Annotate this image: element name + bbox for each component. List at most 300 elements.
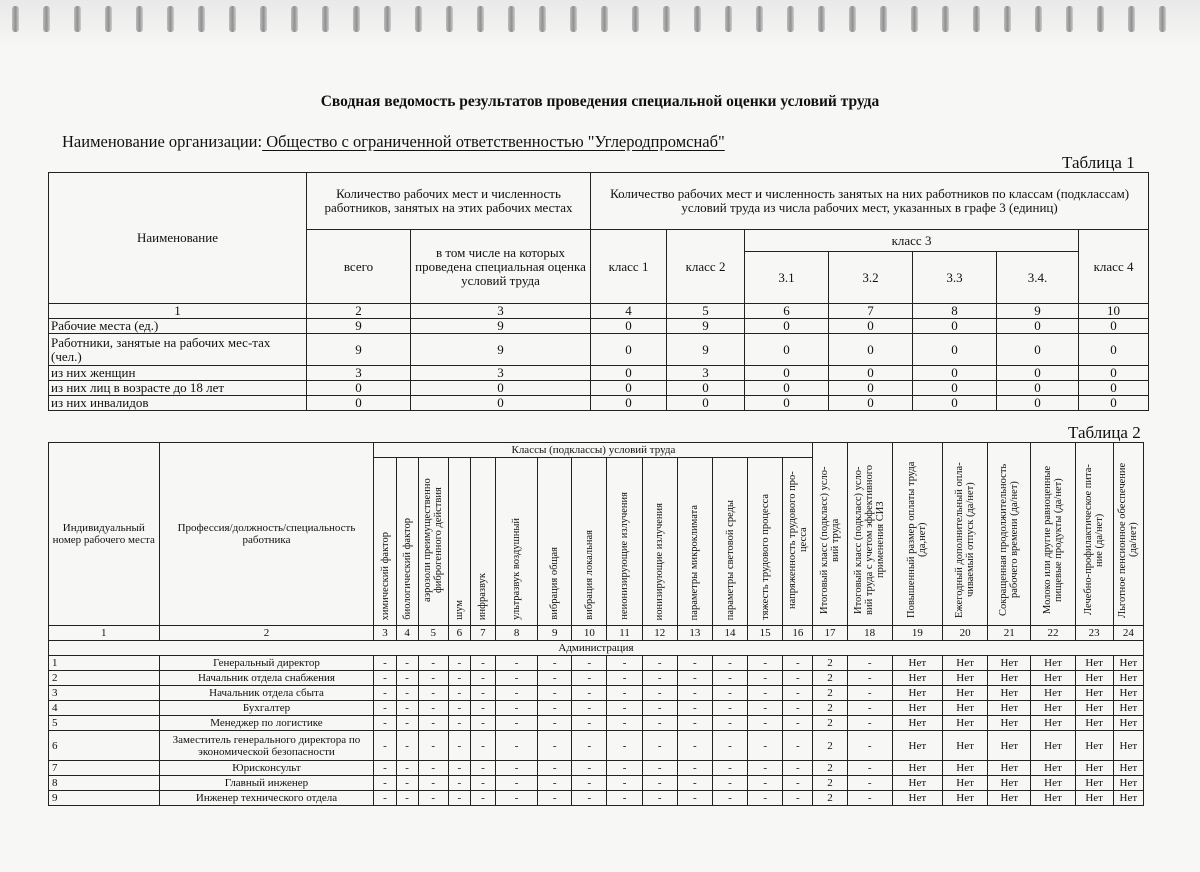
t2-header-food — [1075, 443, 1113, 626]
t1-header-class32: 3.2 — [829, 252, 913, 304]
t1-cell: 0 — [1079, 319, 1149, 334]
t2-factor-cell: - — [572, 656, 607, 671]
t1-cell: 0 — [829, 381, 913, 396]
t2-factor-cell: - — [607, 731, 642, 761]
t2-guarantee-cell: Нет — [988, 686, 1031, 701]
t2-row — [49, 656, 1144, 671]
t2-factor-cell: - — [495, 716, 537, 731]
t2-factor-cell: - — [396, 656, 418, 671]
t2-colnum: 5 — [418, 626, 448, 641]
t2-guarantee-cell: Нет — [942, 686, 987, 701]
t2-factor-cell: - — [642, 791, 677, 806]
t2-factor-cell: - — [448, 731, 470, 761]
t1-header-class1: класс 1 — [591, 230, 667, 304]
t2-colnum: 15 — [748, 626, 783, 641]
binding-ring — [415, 6, 422, 32]
t2-factor-cell: - — [374, 671, 396, 686]
t2-guarantee-cell: Нет — [1075, 776, 1113, 791]
t2-guarantee-cell: Нет — [942, 761, 987, 776]
t2-factor-cell: - — [470, 761, 495, 776]
t1-header-class33: 3.3 — [913, 252, 997, 304]
t2-header-factor — [470, 458, 495, 626]
t2-guarantee-cell: Нет — [1113, 731, 1143, 761]
t1-column-numbers — [49, 304, 1149, 319]
t2-guarantee-cell: Нет — [1113, 656, 1143, 671]
t1-cell: 0 — [829, 334, 913, 366]
t2-header-vacation-label: Ежегодный дополнительный опла-чиваемый отпуск (да/нет) — [954, 462, 977, 618]
table2-caption: Таблица 2 — [1068, 423, 1141, 442]
t2-header-factor-label: вибрация локальная — [583, 530, 595, 620]
t1-cell: 9 — [411, 334, 591, 366]
t2-factor-cell: - — [538, 716, 572, 731]
t2-factor-cell: - — [607, 776, 642, 791]
organization-name: Общество с ограниченной ответственностью "Углеродпромснаб" — [262, 132, 725, 151]
t2-factor-cell: - — [748, 776, 783, 791]
t2-factor-cell: - — [470, 731, 495, 761]
t2-final-class-siz: - — [847, 761, 892, 776]
t2-factor-cell: - — [374, 776, 396, 791]
t2-header-factor-label: тяжесть трудового процесса — [759, 494, 771, 620]
t2-guarantee-cell: Нет — [892, 656, 942, 671]
t1-cell: 9 — [307, 319, 411, 334]
t1-cell: 0 — [1079, 366, 1149, 381]
t2-header-final-siz-label: Итоговый класс (подкласс) усло-вий труда с учетом эффективного применения СИЗ — [853, 464, 887, 616]
t2-final-class-siz: - — [847, 656, 892, 671]
t2-guarantee-cell: Нет — [892, 791, 942, 806]
t2-row — [49, 731, 1144, 761]
t2-colnum: 23 — [1075, 626, 1113, 641]
binding-ring — [1097, 6, 1104, 32]
t2-factor-cell: - — [712, 701, 747, 716]
t2-factor-cell: - — [748, 671, 783, 686]
t2-header-factor — [495, 458, 537, 626]
binding-ring — [167, 6, 174, 32]
t2-header-milk — [1031, 443, 1075, 626]
t2-factor-cell: - — [418, 791, 448, 806]
t2-factor-cell: - — [396, 701, 418, 716]
t2-header-factor-label: ионизирующие излучения — [654, 502, 666, 620]
t1-colnum: 10 — [1079, 304, 1149, 319]
binding-ring — [1035, 6, 1042, 32]
t2-profession: Бухгалтер — [159, 701, 374, 716]
t1-cell: 0 — [591, 396, 667, 411]
t2-guarantee-cell: Нет — [942, 716, 987, 731]
t2-header-factor-label: биологический фактор — [401, 518, 413, 620]
t2-header-factor-label: химический фактор — [379, 531, 391, 620]
binding-ring — [229, 6, 236, 32]
t1-cell: 0 — [667, 381, 745, 396]
t2-factor-cell: - — [642, 716, 677, 731]
t2-guarantee-cell: Нет — [1031, 731, 1075, 761]
t2-factor-cell: - — [572, 701, 607, 716]
t1-cell: 0 — [997, 396, 1079, 411]
t2-colnum: 14 — [712, 626, 747, 641]
t2-header-final-siz — [847, 443, 892, 626]
t2-factor-cell: - — [748, 686, 783, 701]
t1-cell: 0 — [307, 396, 411, 411]
t2-guarantee-cell: Нет — [892, 731, 942, 761]
t2-factor-cell: - — [418, 761, 448, 776]
t2-factor-cell: - — [748, 731, 783, 761]
t2-final-class-siz: - — [847, 686, 892, 701]
t2-factor-cell: - — [448, 716, 470, 731]
t2-factor-cell: - — [538, 776, 572, 791]
binding-ring — [601, 6, 608, 32]
t2-factor-cell: - — [538, 731, 572, 761]
t2-colnum: 13 — [677, 626, 712, 641]
binding-ring — [880, 6, 887, 32]
t2-factor-cell: - — [396, 671, 418, 686]
t2-header-vacation — [942, 443, 987, 626]
t2-factor-cell: - — [538, 671, 572, 686]
t2-guarantee-cell: Нет — [1031, 656, 1075, 671]
binding-ring — [849, 6, 856, 32]
t2-final-class: 2 — [813, 731, 847, 761]
binding-ring — [105, 6, 112, 32]
t2-factor-cell: - — [470, 656, 495, 671]
t2-guarantee-cell: Нет — [892, 671, 942, 686]
t2-final-class: 2 — [813, 671, 847, 686]
t2-guarantee-cell: Нет — [892, 686, 942, 701]
t1-cell: 3 — [667, 366, 745, 381]
t2-factor-cell: - — [495, 791, 537, 806]
t2-factor-cell: - — [538, 686, 572, 701]
t2-factor-cell: - — [677, 701, 712, 716]
t2-factor-cell: - — [396, 686, 418, 701]
t2-workplace-id: 8 — [49, 776, 160, 791]
t1-cell: 0 — [1079, 396, 1149, 411]
t1-cell: 0 — [411, 396, 591, 411]
t1-colnum: 9 — [997, 304, 1079, 319]
t2-factor-cell: - — [783, 671, 813, 686]
t2-profession: Начальник отдела снабжения — [159, 671, 374, 686]
t1-row-label: из них женщин — [49, 366, 307, 381]
t2-factor-cell: - — [572, 731, 607, 761]
t2-colnum: 2 — [159, 626, 374, 641]
t2-row — [49, 791, 1144, 806]
t2-factor-cell: - — [607, 791, 642, 806]
t2-factor-cell: - — [607, 671, 642, 686]
t2-factor-cell: - — [538, 656, 572, 671]
t2-guarantee-cell: Нет — [1075, 656, 1113, 671]
t2-colnum: 6 — [448, 626, 470, 641]
t1-cell: 0 — [591, 366, 667, 381]
t1-colnum: 1 — [49, 304, 307, 319]
t1-header-count: Количество рабочих мест и численность работников, занятых на этих рабочих местах — [307, 173, 591, 230]
binding-ring — [818, 6, 825, 32]
t2-header-factor — [448, 458, 470, 626]
t2-colnum: 22 — [1031, 626, 1075, 641]
t2-factor-cell: - — [572, 791, 607, 806]
t2-factor-cell: - — [470, 671, 495, 686]
t2-factor-cell: - — [495, 656, 537, 671]
t2-header-profession: Профессия/должность/специальность работника — [159, 443, 374, 626]
t1-colnum: 6 — [745, 304, 829, 319]
t1-cell: 0 — [913, 366, 997, 381]
t2-factor-cell: - — [448, 761, 470, 776]
t2-factor-cell: - — [712, 686, 747, 701]
t1-row — [49, 381, 1149, 396]
organization-label: Наименование организации: — [62, 132, 263, 151]
t2-factor-cell: - — [677, 761, 712, 776]
t1-cell: 0 — [591, 334, 667, 366]
t2-header-factor — [607, 458, 642, 626]
t2-final-class-siz: - — [847, 716, 892, 731]
t1-cell: 0 — [997, 319, 1079, 334]
t2-profession: Заместитель генерального директора по экономической безопасности — [159, 731, 374, 761]
t2-workplace-id: 7 — [49, 761, 160, 776]
t2-factor-cell: - — [677, 686, 712, 701]
t1-cell: 9 — [411, 319, 591, 334]
t2-row — [49, 686, 1144, 701]
t2-guarantee-cell: Нет — [942, 656, 987, 671]
t2-factor-cell: - — [642, 731, 677, 761]
binding-ring — [973, 6, 980, 32]
t2-header-factor-label: неионизирующие излучения — [619, 492, 631, 620]
t2-header-factor-label: напряженность трудового про-цесса — [786, 471, 809, 609]
binding-ring — [1004, 6, 1011, 32]
t2-workplace-id: 5 — [49, 716, 160, 731]
t2-factor-cell: - — [712, 761, 747, 776]
t2-guarantee-cell: Нет — [1075, 761, 1113, 776]
binding-ring — [384, 6, 391, 32]
t2-header-shorttime-label: Сокращенная продолжительность рабочего времени (да/нет) — [998, 463, 1021, 617]
t2-row — [49, 671, 1144, 686]
t2-factor-cell: - — [374, 656, 396, 671]
t2-factor-cell: - — [712, 656, 747, 671]
t2-factor-cell: - — [642, 701, 677, 716]
t2-factor-cell: - — [572, 776, 607, 791]
t2-factor-cell: - — [677, 731, 712, 761]
t2-guarantee-cell: Нет — [892, 716, 942, 731]
t1-row-label: из них лиц в возрасте до 18 лет — [49, 381, 307, 396]
t2-factor-cell: - — [712, 776, 747, 791]
t1-header-assessed: в том числе на которых проведена специальная оценка условий труда — [411, 230, 591, 304]
t2-factor-cell: - — [642, 761, 677, 776]
t2-final-class-siz: - — [847, 776, 892, 791]
t2-header-factor — [748, 458, 783, 626]
t1-colnum: 4 — [591, 304, 667, 319]
binding-ring — [508, 6, 515, 32]
t2-factor-cell: - — [748, 791, 783, 806]
t2-factor-cell: - — [538, 791, 572, 806]
t1-row — [49, 396, 1149, 411]
t2-factor-cell: - — [418, 716, 448, 731]
t1-cell: 9 — [667, 319, 745, 334]
t2-factor-cell: - — [538, 761, 572, 776]
t2-factor-cell: - — [448, 776, 470, 791]
t1-header-name: Наименование — [49, 173, 307, 304]
binding-ring — [291, 6, 298, 32]
t2-colnum: 10 — [572, 626, 607, 641]
t2-colnum: 7 — [470, 626, 495, 641]
t2-factor-cell: - — [374, 791, 396, 806]
t2-row — [49, 776, 1144, 791]
page-title: Сводная ведомость результатов проведения специальной оценки условий труда — [320, 93, 880, 110]
t2-guarantee-cell: Нет — [1075, 701, 1113, 716]
t2-header-factor — [374, 458, 396, 626]
t2-header-factor — [572, 458, 607, 626]
t1-cell: 0 — [913, 396, 997, 411]
t2-factor-cell: - — [396, 791, 418, 806]
t2-factor-cell: - — [783, 656, 813, 671]
t2-colnum: 17 — [813, 626, 847, 641]
t1-header-classes: Количество рабочих мест и численность занятых на них работников по классам (подклассам) условий труда из числа рабочих мест, указанных в графе 3 (единиц) — [591, 173, 1149, 230]
t2-factor-cell: - — [642, 686, 677, 701]
binding-ring — [74, 6, 81, 32]
t1-cell: 0 — [745, 396, 829, 411]
t2-factor-cell: - — [607, 656, 642, 671]
t2-factor-cell: - — [495, 671, 537, 686]
t2-guarantee-cell: Нет — [988, 791, 1031, 806]
t1-colnum: 8 — [913, 304, 997, 319]
t2-factor-cell: - — [677, 716, 712, 731]
t2-colnum: 12 — [642, 626, 677, 641]
t2-factor-cell: - — [418, 701, 448, 716]
t1-cell: 0 — [307, 381, 411, 396]
t2-factor-cell: - — [783, 761, 813, 776]
summary-table — [48, 172, 1149, 411]
t2-header-factor-label: инфразвук — [477, 572, 489, 620]
t2-colnum: 16 — [783, 626, 813, 641]
t2-header-pension — [1113, 443, 1143, 626]
t1-colnum: 3 — [411, 304, 591, 319]
t2-factor-cell: - — [677, 791, 712, 806]
t1-cell: 0 — [829, 396, 913, 411]
t2-workplace-id: 9 — [49, 791, 160, 806]
t1-header-class34: 3.4. — [997, 252, 1079, 304]
t2-guarantee-cell: Нет — [942, 701, 987, 716]
t1-colnum: 2 — [307, 304, 411, 319]
t2-header-factor-label: вибрация общая — [549, 547, 561, 620]
t2-factor-cell: - — [448, 671, 470, 686]
t2-factor-cell: - — [396, 716, 418, 731]
t2-header-factor-label: параметры световой среды — [724, 499, 736, 620]
t2-guarantee-cell: Нет — [988, 671, 1031, 686]
t2-workplace-id: 4 — [49, 701, 160, 716]
t2-factor-cell: - — [470, 686, 495, 701]
t2-factor-cell: - — [712, 671, 747, 686]
t2-header-food-label: Лечебно-профилактическое пита-ние (да/нет) — [1083, 464, 1106, 616]
binding-ring — [725, 6, 732, 32]
t2-guarantee-cell: Нет — [942, 776, 987, 791]
t2-final-class: 2 — [813, 686, 847, 701]
t2-workplace-id: 2 — [49, 671, 160, 686]
t2-factor-cell: - — [374, 686, 396, 701]
spiral-binding — [0, 0, 1200, 48]
t2-factor-cell: - — [712, 731, 747, 761]
t2-factor-cell: - — [607, 716, 642, 731]
t2-guarantee-cell: Нет — [1031, 761, 1075, 776]
t2-factor-cell: - — [396, 731, 418, 761]
t2-final-class: 2 — [813, 761, 847, 776]
t1-cell: 9 — [307, 334, 411, 366]
t2-factor-cell: - — [470, 776, 495, 791]
t2-factor-cell: - — [495, 761, 537, 776]
t2-row — [49, 701, 1144, 716]
binding-ring — [756, 6, 763, 32]
t1-cell: 0 — [411, 381, 591, 396]
t1-cell: 0 — [997, 334, 1079, 366]
t2-guarantee-cell: Нет — [1113, 671, 1143, 686]
t2-guarantee-cell: Нет — [892, 776, 942, 791]
t1-cell: 0 — [745, 334, 829, 366]
t1-cell: 0 — [591, 319, 667, 334]
t1-cell: 9 — [667, 334, 745, 366]
t2-guarantee-cell: Нет — [1075, 716, 1113, 731]
t2-final-class-siz: - — [847, 731, 892, 761]
t2-guarantee-cell: Нет — [1031, 776, 1075, 791]
t2-factor-cell: - — [712, 791, 747, 806]
binding-ring — [198, 6, 205, 32]
t1-cell: 0 — [667, 396, 745, 411]
t2-factor-cell: - — [396, 761, 418, 776]
t2-guarantee-cell: Нет — [988, 716, 1031, 731]
t2-workplace-id: 3 — [49, 686, 160, 701]
t2-factor-cell: - — [396, 776, 418, 791]
t2-factor-cell: - — [642, 656, 677, 671]
t2-factor-cell: - — [677, 671, 712, 686]
t2-header-milk-label: Молоко или другие равноценные пищевые продукты (да/нет) — [1041, 465, 1064, 615]
t2-factor-cell: - — [607, 761, 642, 776]
t2-header-pay-label: Повышенный размер оплаты труда (да,нет) — [906, 461, 929, 619]
t2-factor-cell: - — [712, 716, 747, 731]
t2-factor-cell: - — [470, 701, 495, 716]
t2-header-pension-label: Льготное пенсионное обеспечение (да/нет) — [1117, 462, 1140, 618]
t2-profession: Менеджер по логистике — [159, 716, 374, 731]
t2-guarantee-cell: Нет — [1075, 731, 1113, 761]
t2-factor-cell: - — [418, 656, 448, 671]
t2-factor-cell: - — [783, 686, 813, 701]
t2-guarantee-cell: Нет — [988, 701, 1031, 716]
binding-ring — [1128, 6, 1135, 32]
t2-guarantee-cell: Нет — [942, 671, 987, 686]
t2-header-pay — [892, 443, 942, 626]
binding-ring — [136, 6, 143, 32]
binding-ring — [787, 6, 794, 32]
t2-factor-cell: - — [374, 716, 396, 731]
t2-final-class: 2 — [813, 776, 847, 791]
t2-colnum: 11 — [607, 626, 642, 641]
t2-factor-cell: - — [783, 791, 813, 806]
t2-factor-cell: - — [748, 761, 783, 776]
t2-guarantee-cell: Нет — [1113, 701, 1143, 716]
t2-factor-cell: - — [418, 776, 448, 791]
t2-factor-cell: - — [374, 731, 396, 761]
t2-factor-cell: - — [572, 716, 607, 731]
t2-guarantee-cell: Нет — [942, 731, 987, 761]
t2-header-factor — [538, 458, 572, 626]
t1-header-total: всего — [307, 230, 411, 304]
binding-ring — [942, 6, 949, 32]
t1-cell: 0 — [745, 381, 829, 396]
t2-factor-cell: - — [783, 776, 813, 791]
t2-profession: Юрисконсульт — [159, 761, 374, 776]
t2-colnum: 18 — [847, 626, 892, 641]
t2-factor-cell: - — [418, 731, 448, 761]
workplaces-table — [48, 442, 1144, 806]
t2-factor-cell: - — [642, 776, 677, 791]
t2-guarantee-cell: Нет — [1031, 701, 1075, 716]
t2-colnum: 24 — [1113, 626, 1143, 641]
t1-cell: 3 — [307, 366, 411, 381]
t2-header-factor-label: параметры микроклимата — [689, 504, 701, 620]
t2-header-factor — [642, 458, 677, 626]
t2-profession: Инженер технического отдела — [159, 791, 374, 806]
organization-line — [62, 132, 725, 152]
t2-factor-cell: - — [538, 701, 572, 716]
t1-header-class4: класс 4 — [1079, 230, 1149, 304]
